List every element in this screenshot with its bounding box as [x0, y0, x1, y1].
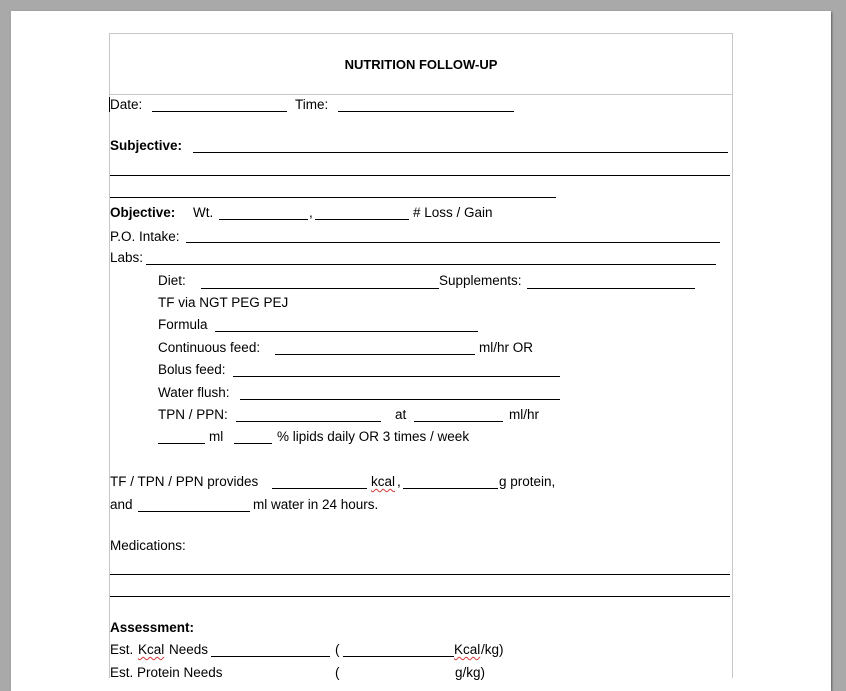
time-label: Time: [295, 97, 329, 112]
table-border-right [732, 33, 733, 678]
lipid-ml-field[interactable] [158, 443, 205, 444]
formula-field[interactable] [215, 331, 478, 332]
continuous-feed-label: Continuous feed: [158, 340, 261, 355]
document-page [11, 11, 831, 691]
weight-field-1[interactable] [219, 219, 308, 220]
subjective-field-line-1[interactable] [193, 152, 728, 153]
bolus-feed-field[interactable] [233, 376, 560, 377]
medications-label: Medications: [110, 538, 186, 553]
est-label: Est. [110, 642, 134, 657]
ml-label: ml [209, 429, 224, 444]
tf-via-options: TF via NGT PEG PEJ [158, 295, 289, 310]
date-label: Date: [110, 97, 143, 112]
water-flush-field[interactable] [240, 399, 560, 400]
kcal-kg-rest: /kg) [481, 642, 504, 657]
wt-label: Wt. [193, 205, 214, 220]
protein-field[interactable] [403, 488, 498, 489]
water-field[interactable] [138, 511, 250, 512]
kcal-field[interactable] [272, 488, 367, 489]
g-per-kg-label: g/kg) [455, 665, 486, 680]
g-protein-label: g protein, [499, 474, 556, 489]
supplements-label: Supplements: [439, 273, 522, 288]
est-kcal-word: Kcal [138, 642, 165, 657]
date-field[interactable] [152, 111, 287, 112]
supplements-field[interactable] [527, 288, 695, 289]
window-edge [838, 0, 846, 678]
continuous-feed-field[interactable] [275, 354, 475, 355]
diet-label: Diet: [158, 273, 186, 288]
tpn-ppn-field[interactable] [236, 421, 381, 422]
subjective-field-line-3[interactable] [110, 197, 556, 198]
weight-field-2[interactable] [315, 219, 409, 220]
wt-comma: , [309, 205, 313, 220]
title-divider [109, 94, 733, 95]
formula-label: Formula [158, 317, 208, 332]
ml-water-label: ml water in 24 hours. [253, 497, 379, 512]
kcal-label: kcal [371, 474, 396, 489]
table-border-left [109, 33, 110, 678]
kcal-kg-word: Kcal [454, 642, 481, 657]
time-field[interactable] [338, 111, 514, 112]
labs-field[interactable] [146, 264, 716, 265]
ml-hr-label: ml/hr [509, 407, 539, 422]
objective-label: Objective: [110, 205, 176, 220]
po-intake-label: P.O. Intake: [110, 229, 180, 244]
medications-field-line-2[interactable] [110, 596, 730, 597]
subjective-label: Subjective: [110, 138, 183, 153]
tf-provides-label: TF / TPN / PPN provides [110, 474, 259, 489]
form-title: NUTRITION FOLLOW-UP [344, 57, 498, 72]
medications-field-line-1[interactable] [110, 574, 730, 575]
tpn-ppn-label: TPN / PPN: [158, 407, 228, 422]
and-label: and [110, 497, 133, 512]
tpn-rate-field[interactable] [414, 421, 503, 422]
loss-gain-label: # Loss / Gain [413, 205, 493, 220]
kcal-per-kg-field[interactable] [343, 656, 454, 657]
lipids-label: % lipids daily OR 3 times / week [277, 429, 470, 444]
diet-field[interactable] [201, 288, 439, 289]
lipid-percent-field[interactable] [234, 443, 272, 444]
open-paren: ( [335, 642, 340, 657]
table-border-top [109, 33, 733, 34]
po-intake-field[interactable] [186, 242, 720, 243]
ml-hr-or-label: ml/hr OR [479, 340, 533, 355]
est-protein-needs-label: Est. Protein Needs [110, 665, 223, 680]
at-label: at [395, 407, 407, 422]
open-paren-2: ( [335, 665, 340, 680]
est-kcal-needs-field[interactable] [211, 656, 330, 657]
est-needs-word: Needs [169, 642, 209, 657]
assessment-label: Assessment: [110, 620, 195, 635]
subjective-field-line-2[interactable] [110, 175, 730, 176]
labs-label: Labs: [110, 250, 144, 265]
bolus-feed-label: Bolus feed: [158, 362, 226, 377]
water-flush-label: Water flush: [158, 385, 230, 400]
kcal-comma: , [397, 474, 401, 489]
